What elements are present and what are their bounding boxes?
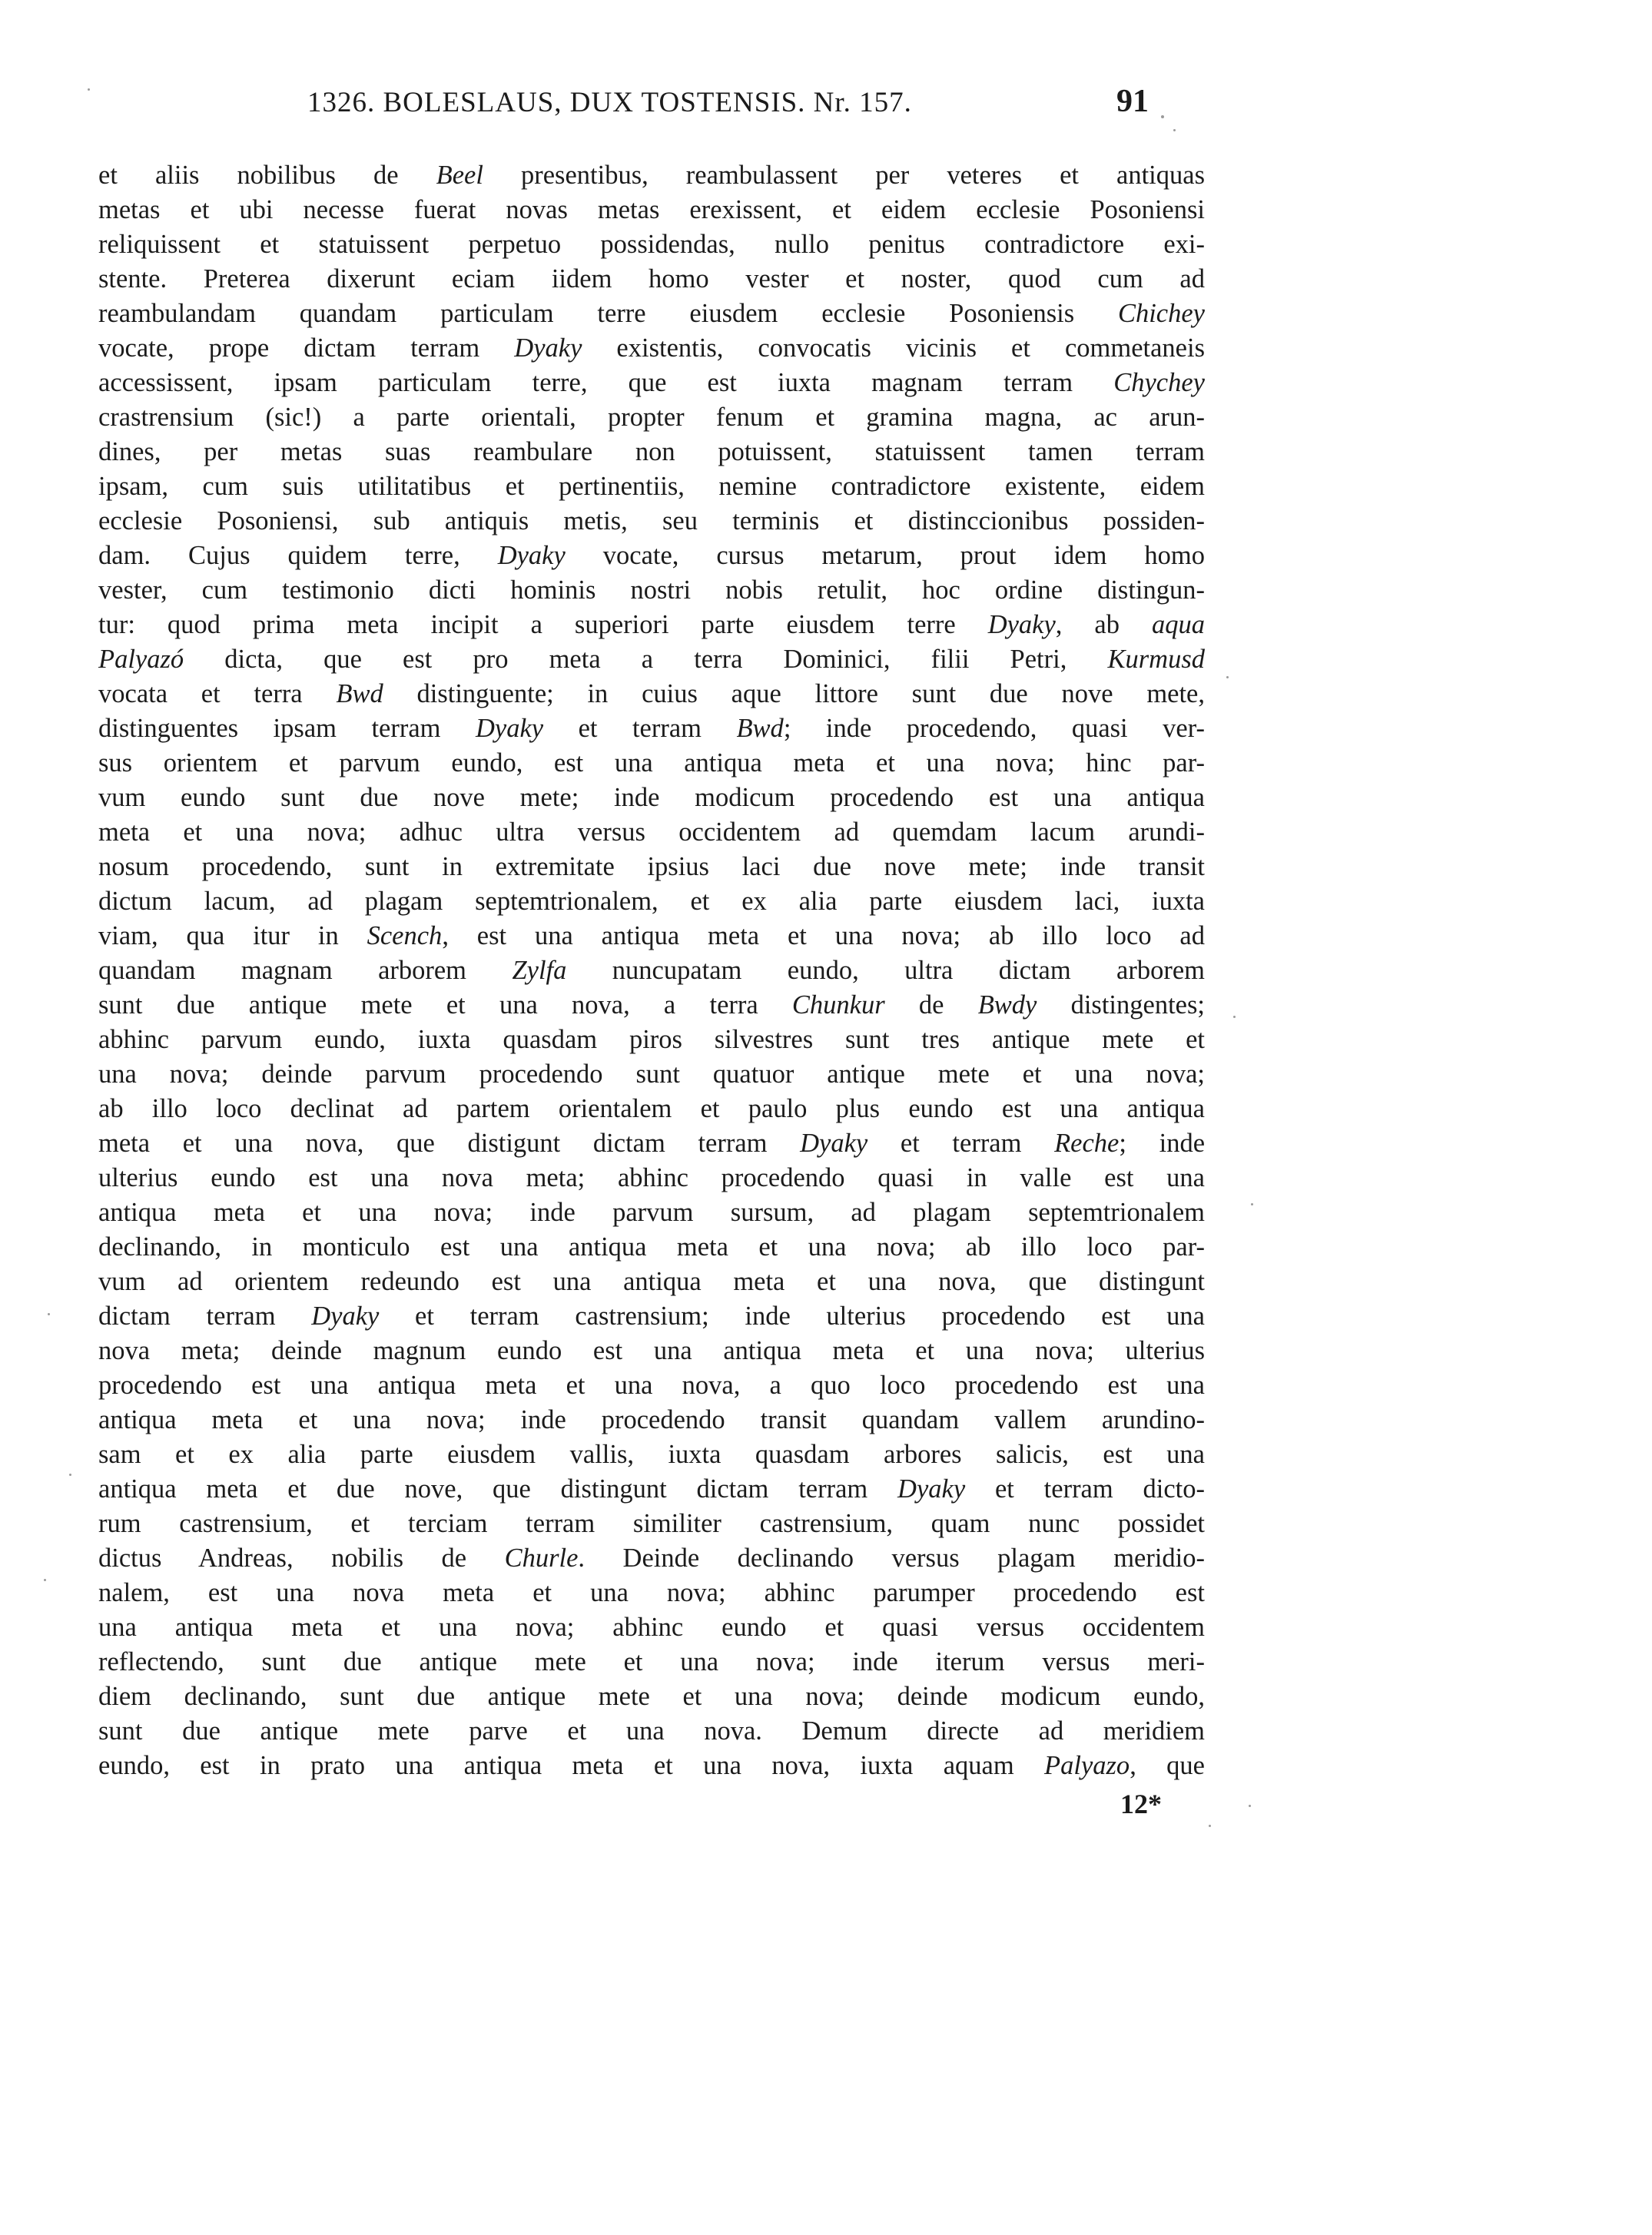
text-line: vum eundo sunt due nove mete; inde modicum procedendo est una antiqua [98,783,1205,812]
text-line: accessissent, ipsam particulam terre, que est iuxta magnam terram Chychey [98,368,1205,397]
scan-speck [48,1313,50,1315]
text-line: reflectendo, sunt due antique mete et una nova; inde iterum versus meri- [98,1647,1205,1676]
scan-speck [88,88,90,91]
page-number: 91 [1116,84,1149,119]
running-head: 1326. BOLESLAUS, DUX TOSTENSIS. Nr. 157. [307,87,912,118]
text-line: Palyazó dicta, que est pro meta a terra Dominici, filii Petri, Kurmusd [98,645,1205,674]
text-line: sunt due antique mete parve et una nova. Demum directe ad meridiem [98,1716,1205,1746]
text-line: sam et ex alia parte eiusdem vallis, iuxta quasdam arbores salicis, est una [98,1440,1205,1469]
signature-mark: 12* [1120,1789,1162,1819]
text-line: nosum procedendo, sunt in extremitate ipsius laci due nove mete; inde transit [98,852,1205,881]
text-line: rum castrensium, et terciam terram similiter castrensium, quam nunc possidet [98,1509,1205,1538]
scan-speck [1226,676,1229,678]
scan-speck [44,1579,46,1581]
text-line: stente. Preterea dixerunt eciam iidem homo vester et noster, quod cum ad [98,264,1205,293]
scan-speck [69,1474,71,1476]
text-line: quandam magnam arborem Zylfa nuncupatam eundo, ultra dictam arborem [98,956,1205,985]
text-line: ecclesie Posoniensi, sub antiquis metis, seu terminis et distinccionibus possiden- [98,506,1205,536]
text-line: dictum lacum, ad plagam septemtrionalem, et ex alia parte eiusdem laci, iuxta [98,887,1205,916]
text-line: antiqua meta et due nove, que distingunt dictam terram Dyaky et terram dicto- [98,1474,1205,1504]
text-line: sus orientem et parvum eundo, est una antiqua meta et una nova; hinc par- [98,748,1205,778]
text-line: declinando, in monticulo est una antiqua meta et una nova; ab illo loco par- [98,1232,1205,1262]
text-line: metas et ubi necesse fuerat novas metas erexissent, et eidem ecclesie Posoniensi [98,195,1205,224]
scan-speck [1233,1016,1236,1018]
text-line: meta et una nova, que distigunt dictam terram Dyaky et terram Reche; inde [98,1129,1206,1158]
text-line: eundo, est in prato una antiqua meta et una nova, iuxta aquam Palyazo, que [98,1751,1205,1780]
text-line: vum ad orientem redeundo est una antiqua meta et una nova, que distingunt [98,1267,1205,1296]
text-line: dictus Andreas, nobilis de Churle. Deinde declinando versus plagam meridio- [98,1544,1205,1573]
text-line: tur: quod prima meta incipit a superiori parte eiusdem terre Dyaky, ab aqua [98,610,1205,639]
text-line: nalem, est una nova meta et una nova; abhinc parumper procedendo est [98,1578,1205,1607]
text-line: vocata et terra Bwd distinguente; in cuius aque littore sunt due nove mete, [98,679,1205,708]
text-line: dam. Cujus quidem terre, Dyaky vocate, cursus metarum, prout idem homo [98,541,1205,570]
text-line: distinguentes ipsam terram Dyaky et terram Bwd; inde procedendo, quasi ver- [98,714,1205,743]
text-line: meta et una nova; adhuc ultra versus occidentem ad quemdam lacum arundi- [98,817,1205,847]
text-line: dines, per metas suas reambulare non potuissent, statuissent tamen terram [98,437,1205,466]
text-line: procedendo est una antiqua meta et una nova, a quo loco procedendo est una [98,1371,1205,1400]
text-line: abhinc parvum eundo, iuxta quasdam piros silvestres sunt tres antique mete et [98,1025,1205,1054]
body-text [98,158,1205,1783]
text-line: reambulandam quandam particulam terre eiusdem ecclesie Posoniensis Chichey [98,299,1205,328]
text-line: crastrensium (sic!) a parte orientali, propter fenum et gramina magna, ac arun- [98,403,1205,432]
text-line: nova meta; deinde magnum eundo est una antiqua meta et una nova; ulterius [98,1336,1205,1365]
text-line: diem declinando, sunt due antique mete et una nova; deinde modicum eundo, [98,1682,1205,1711]
scan-speck [1209,1825,1211,1827]
text-line: ulterius eundo est una nova meta; abhinc procedendo quasi in valle est una [98,1163,1205,1192]
text-line: dictam terram Dyaky et terram castrensium; inde ulterius procedendo est una [98,1302,1205,1331]
text-line: vocate, prope dictam terram Dyaky existentis, convocatis vicinis et commetaneis [98,333,1205,363]
scan-speck [1251,1203,1253,1205]
text-line: ipsam, cum suis utilitatibus et pertinentiis, nemine contradictore existente, eidem [98,472,1205,501]
text-line: vester, cum testimonio dicti hominis nostri nobis retulit, hoc ordine distingun- [98,575,1205,605]
text-line: viam, qua itur in Scench, est una antiqua meta et una nova; ab illo loco ad [98,921,1205,950]
text-line: et aliis nobilibus de Beel presentibus, reambulassent per veteres et antiquas [98,161,1205,190]
scan-speck [1173,129,1176,131]
text-line: antiqua meta et una nova; inde parvum sursum, ad plagam septemtrionalem [98,1198,1205,1227]
scan-speck [1249,1805,1251,1807]
text-line: ab illo loco declinat ad partem orientalem et paulo plus eundo est una antiqua [98,1094,1205,1123]
scan-speck [1161,115,1164,118]
text-line: antiqua meta et una nova; inde procedendo transit quandam vallem arundino- [98,1405,1205,1434]
text-line: reliquissent et statuissent perpetuo possidendas, nullo penitus contradictore exi- [98,230,1205,259]
text-line: una nova; deinde parvum procedendo sunt quatuor antique mete et una nova; [98,1059,1205,1089]
text-line: sunt due antique mete et una nova, a terra Chunkur de Bwdy distingentes; [98,990,1205,1020]
text-line: una antiqua meta et una nova; abhinc eundo et quasi versus occidentem [98,1613,1205,1642]
